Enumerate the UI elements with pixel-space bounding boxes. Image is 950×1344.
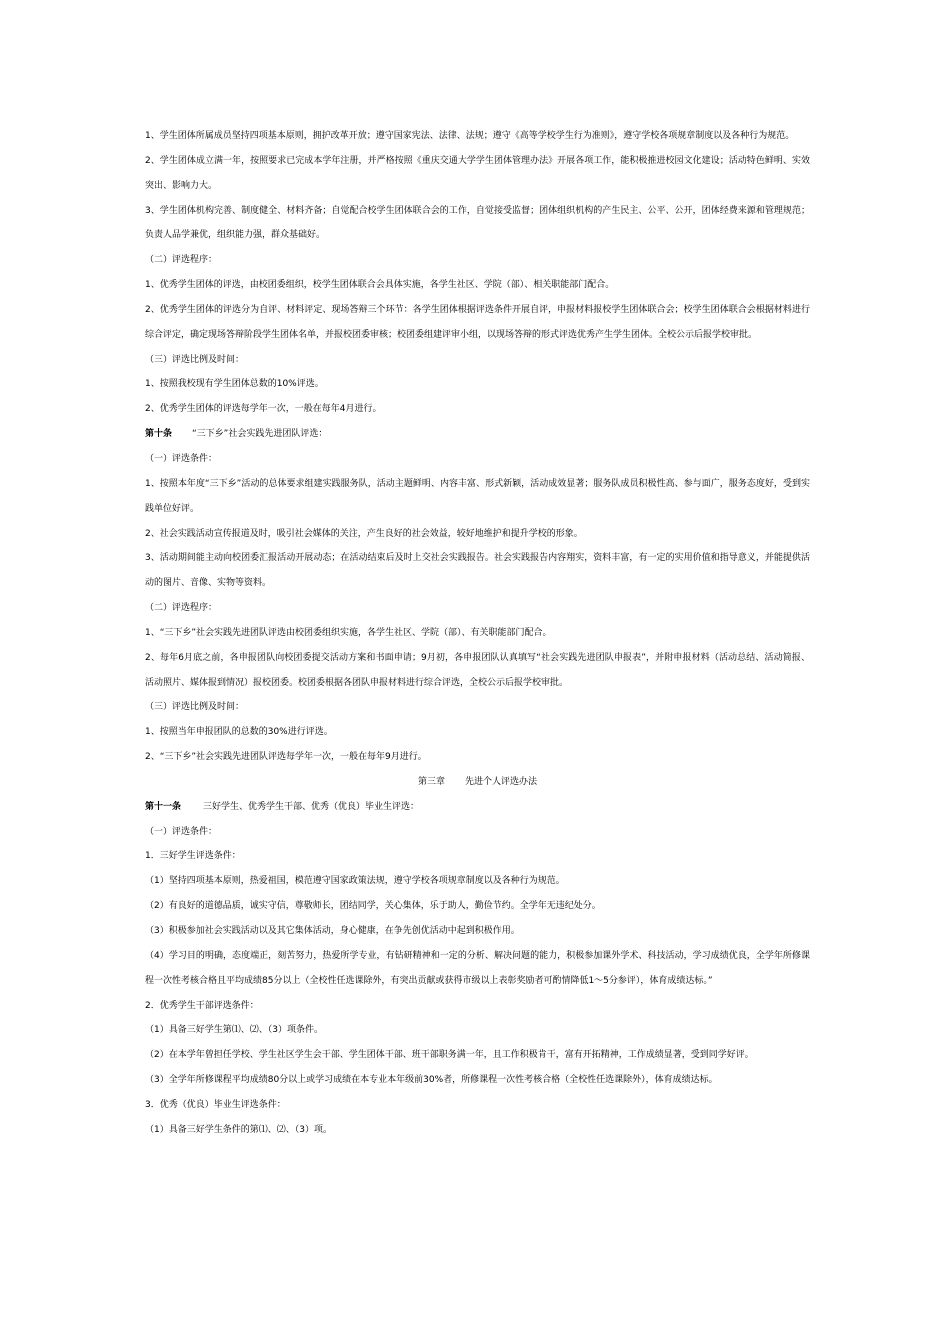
paragraph: （2）有良好的道德品质，诚实守信，尊敬师长，团结同学，关心集体，乐于助人，勤俭节约。全学年无违纪处分。 [145, 901, 601, 912]
article-label: 第十一条 [145, 801, 182, 812]
section-heading: （三）评选比例及时间： [145, 702, 245, 713]
paragraph: （3）全学年所修课程平均成绩80分以上或学习成绩在本专业本年级前30%者，所修课程一次性考核合格（全校性任选课除外），体育成绩达标。 [145, 1075, 718, 1086]
section-heading: （三）评选比例及时间： [145, 354, 245, 365]
paragraph: （1）具备三好学生条件的第⑴、⑵、（3）项。 [145, 1124, 332, 1135]
article-heading [145, 795, 810, 820]
paragraph: 2、每年6月底之前，各申报团队向校团委提交活动方案和书面申请；9月初，各申报团队认真填写“社会实践先进团队申报表”，并附申报材料（活动总结、活动简报、活动照片、媒体报到情况）报校团委。校团委根据各团队申报材料进行综合评选，全校公示后报学校审批。 [145, 652, 810, 688]
paragraph: （1）具备三好学生第⑴、⑵、（3）项条件。 [145, 1025, 323, 1036]
paragraph: 3．优秀（优良）毕业生评选条件： [145, 1099, 286, 1110]
paragraph: 3、活动期间能主动向校团委汇报活动开展动态；在活动结束后及时上交社会实践报告。社会实践报告内容翔实，资料丰富，有一定的实用价值和指导意义，并能提供活动的图片、音像、实物等资料。 [145, 553, 810, 589]
chapter-heading [145, 770, 810, 795]
paragraph: 1、优秀学生团体的评选，由校团委组织，校学生团体联合会具体实施，各学生社区、学院（部）、相关职能部门配合。 [145, 280, 615, 291]
paragraph: 1、“三下乡”社会实践先进团队评选由校团委组织实施，各学生社区、学院（部）、有关职能部门配合。 [145, 627, 552, 638]
paragraph: （3）积极参加社会实践活动以及其它集体活动，身心健康，在争先创优活动中起到积极作用。 [145, 926, 520, 936]
paragraph: （2）在本学年曾担任学校、学生社区学生会干部、学生团体干部、班干部职务满一年，且工作积极肯干，富有开拓精神，工作成绩显著，受到同学好评。 [145, 1050, 754, 1061]
article-title: “三下乡”社会实践先进团队评选： [192, 429, 328, 440]
section-heading: （二）评选程序： [145, 603, 218, 614]
section-heading: （一）评选条件： [145, 453, 218, 464]
paragraph: 2．优秀学生干部评选条件： [145, 1000, 259, 1011]
paragraph: 1．三好学生评选条件： [145, 851, 241, 862]
paragraph: 3、学生团体机构完善、制度健全、材料齐备；自觉配合校学生团体联合会的工作，自觉接受监督；团体组织机构的产生民主、公平、公开，团体经费来源和管理规范；负责人品学兼优，组织能力强，群众基础好。 [145, 205, 810, 241]
paragraph: 2、社会实践活动宣传报道及时，吸引社会媒体的关注，产生良好的社会效益，较好地维护和提升学校的形象。 [145, 528, 583, 539]
chapter-label: 第三章 [417, 776, 445, 787]
paragraph: 1、按照当年申报团队的总数的30%进行评选。 [145, 727, 333, 738]
paragraph: （4）学习目的明确，态度端正，刻苦努力，热爱所学专业，有钻研精神和一定的分析、解决问题的能力，积极参加课外学术、科技活动，学习成绩优良，全学年所修课程一次性考核合格且平均成绩85分以上（全校性任选课除外，有突出贡献或获得市级以上表彰奖励者可酌情降低1～5分参评），体育成绩达标。” [145, 950, 810, 986]
paragraph: （1）坚持四项基本原则，热爱祖国，模范遵守国家政策法规，遵守学校各项规章制度以及各种行为规范。 [145, 876, 565, 887]
article-label: 第十条 [145, 429, 173, 440]
paragraph: 2、学生团体成立满一年，按照要求已完成本学年注册，并严格按照《重庆交通大学学生团体管理办法》开展各项工作，能积极推进校园文化建设；活动特色鲜明、实效突出、影响力大。 [145, 155, 810, 191]
paragraph: 2、“三下乡”社会实践先进团队评选每学年一次，一般在每年9月进行。 [145, 752, 427, 763]
paragraph: 1、按照本年度“三下乡”活动的总体要求组建实践服务队，活动主题鲜明、内容丰富、形式新颖，活动成效显著；服务队成员积极性高、参与面广，服务态度好，受到实践单位好评。 [145, 478, 810, 514]
article-heading [145, 422, 810, 447]
paragraph: 1、学生团体所属成员坚持四项基本原则，拥护改革开放；遵守国家宪法、法律、法规；遵守《高等学校学生行为准则》，遵守学校各项规章制度以及各种行为规范。 [145, 131, 795, 141]
section-heading: （二）评选程序： [145, 255, 218, 266]
chapter-title: 先进个人评选办法 [465, 776, 538, 787]
paragraph: 1、按照我校现有学生团体总数的10%评选。 [145, 379, 324, 390]
section-heading: （一）评选条件： [145, 826, 218, 837]
paragraph: 2、优秀学生团体的评选每学年一次，一般在每年4月进行。 [145, 404, 382, 415]
article-title: 三好学生、优秀学生干部、优秀（优良）毕业生评选： [203, 801, 420, 812]
document-body [145, 124, 810, 1143]
paragraph: 2、优秀学生团体的评选分为自评、材料评定、现场答辩三个环节：各学生团体根据评选条件开展自评，申报材料报校学生团体联合会；校学生团体联合会根据材料进行综合评定，确定现场答辩阶段学生团体名单，并报校团委审核；校团委组建评审小组，以现场答辩的形式评选优秀产生学生团体。全校公示后报学校审批。 [145, 304, 810, 340]
